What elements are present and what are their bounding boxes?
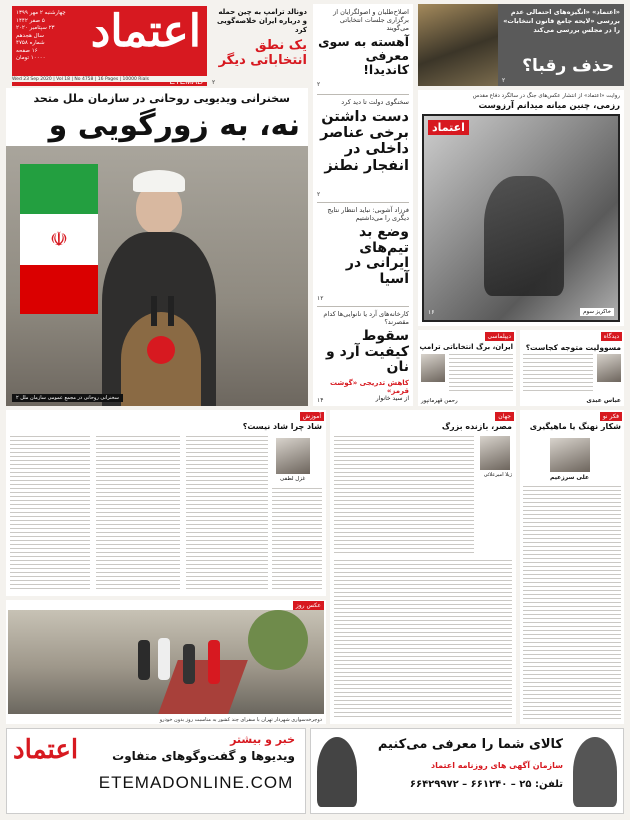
- cyclist-figure: [208, 640, 220, 684]
- main-kicker: سخنرانی ویدیویی روحانی در سازمان ملل متحد: [33, 92, 290, 105]
- top-right-title: «اعتماد» «انگیزه‌های احتمالی عدم بررسی «لایحه جامع قانون انتخابات» را در مجلس بررسی می‌کند: [503, 8, 620, 34]
- story-kicker: سخنگوی دولت تا دید کرد: [341, 98, 409, 106]
- story-reform[interactable]: [317, 8, 409, 88]
- photo-caption: دوچرخه‌سواری شهردار تهران با سفرای چند کشور به مناسبت روز بدون خودرو: [159, 717, 322, 723]
- story-title: آهسته به سوی معرفی کاندیدا!: [318, 34, 409, 77]
- section-body: [272, 488, 322, 590]
- archive-box[interactable]: [418, 90, 624, 326]
- ad-line2: ویدیوها و گفت‌وگوهای متفاوت: [112, 749, 295, 763]
- red-bike-lane: [158, 660, 248, 714]
- ad-title: کالای شما را معرفی می‌کنیم: [377, 737, 563, 752]
- top-right-story[interactable]: [418, 4, 624, 86]
- section-tag: عکس روز: [293, 601, 324, 610]
- person-silhouette: [317, 737, 357, 807]
- main-headline: نه، به زورگویی و: [48, 108, 300, 143]
- ad-url[interactable]: ETEMADONLINE.COM: [98, 773, 294, 792]
- ad-line1: خبر و بیشتر: [230, 733, 295, 746]
- page-number: ۱۶: [428, 309, 435, 316]
- masthead: [12, 6, 207, 86]
- parliament-photo: [418, 4, 498, 86]
- author-photo: [597, 354, 621, 382]
- author-photo: [550, 438, 590, 472]
- person-silhouette: [573, 737, 617, 807]
- column-title: مسوولیت متوجه کجاست؟: [525, 343, 621, 352]
- podium: [121, 312, 201, 406]
- section-author: ژیلا امیرعلائی: [483, 472, 512, 478]
- story-sports[interactable]: [317, 206, 409, 302]
- rouhani-turban: [133, 170, 185, 192]
- teaser-title: یک نطق انتخاباتی دیگر: [218, 38, 307, 68]
- section-tag: دیدگاه: [601, 332, 622, 341]
- war-photo: [422, 114, 620, 322]
- education-column[interactable]: [6, 410, 326, 596]
- story-kicker: کارخانه‌های آرد یا نانوایی‌ها کدام مقصرند؟: [323, 310, 409, 326]
- section-tag: فکر نو: [600, 412, 622, 421]
- main-story[interactable]: [6, 88, 308, 406]
- story-byline: از سید خانوار: [375, 395, 409, 403]
- middle-column: [313, 4, 413, 406]
- archive-title: رزمی، چنین میانه میدانم آرزوست: [478, 101, 620, 111]
- section-tag: جهان: [495, 412, 514, 421]
- microphone-icon: [151, 296, 157, 326]
- page-number: ۲: [317, 81, 321, 88]
- page-number: ۲: [502, 77, 506, 84]
- bike-photo-block[interactable]: [6, 600, 326, 724]
- section-body: [186, 436, 268, 590]
- section-body: [523, 486, 621, 720]
- column-body: [523, 354, 593, 394]
- column-title: ایران، برگ انتخاباتی ترامپ: [419, 343, 513, 351]
- teaser-kicker: دونالد ترامپ به چین حمله و درباره ایران خلاصه‌گویی کرد: [217, 8, 307, 34]
- column-author: رحمن قهرمانپور: [421, 398, 458, 404]
- author-photo: [480, 436, 510, 470]
- ad-phone[interactable]: تلفن: ۲۵ – ۶۶۱۲۴۰ – ۶۶۴۲۹۹۷۲: [409, 779, 563, 790]
- archive-caption: خاکریز سوم: [580, 308, 614, 316]
- author-photo: [276, 438, 310, 474]
- section-author: غزل لطفی: [280, 476, 306, 482]
- tree: [248, 610, 308, 670]
- microphone-icon: [168, 296, 174, 326]
- iran-flag: ☫: [20, 164, 98, 314]
- column-author: عباس عبدی: [586, 397, 621, 404]
- ad-etemadonline[interactable]: [6, 728, 306, 814]
- page-number: ۱۲: [317, 295, 324, 302]
- cyclist-figure: [158, 638, 170, 680]
- ad-logo: اعتماد: [13, 735, 79, 765]
- cyclist-figure: [183, 644, 195, 684]
- column-diplomacy[interactable]: [418, 330, 516, 406]
- section-tag: آموزش: [300, 412, 324, 421]
- section-title: مصر، بازنده بزرگ: [441, 422, 512, 431]
- section-author: علی سرزعیم: [550, 474, 590, 481]
- rouhani-photo: [6, 146, 308, 406]
- section-title: شاد چرا شاد نیست؟: [242, 422, 322, 431]
- date-block: چهارشنبه ۲ مهر ۱۳۹۹ ۵ صفر ۱۴۴۲ ۲۳ سپتامبر ۲۰۲۰ سال هجدهم شماره ۴۷۵۸ ۱۶ صفحه ۱۰۰۰۰ تومان: [16, 10, 66, 61]
- column-opinion[interactable]: [520, 330, 624, 406]
- divider: [317, 306, 409, 307]
- story-title: وضع بد تیم‌های ایرانی در آسیا: [345, 224, 409, 288]
- logo: اعتماد: [90, 6, 201, 57]
- section-body: [10, 436, 90, 590]
- story-kicker: فرزاد آشوبی: نباید انتظار نتایج دیگری را می‌داشتیم: [327, 206, 409, 222]
- section-tag: دیپلماسی: [485, 332, 514, 341]
- story-title: دست داشتن برخی عناصر داخلی در انفجار نطنز: [320, 109, 409, 174]
- story-economy[interactable]: [317, 310, 409, 404]
- top-right-slogan: حذف رقبا؟: [522, 56, 614, 76]
- story-govt[interactable]: [317, 98, 409, 198]
- section-body: [96, 436, 180, 590]
- section-title: شکار نهنگ یا ماهیگیری: [529, 422, 621, 431]
- teaser-page: ۲: [212, 79, 216, 86]
- bike-photo: [8, 610, 324, 714]
- archive-logo: اعتماد: [428, 120, 469, 135]
- story-title: سقوط کیفیت آرد و نان: [326, 328, 409, 376]
- soldier-figure: [484, 176, 564, 296]
- divider: [317, 202, 409, 203]
- archive-kicker: روایت «اعتماد» از انتشار عکس‌های جنگ در سالگرد دفاع مقدس: [472, 93, 620, 99]
- story-sub: کاهش تدریجی «گوشت قرمز»: [329, 379, 409, 396]
- page-number: ۱۴: [317, 397, 324, 404]
- section-body: [334, 560, 512, 720]
- main-caption: سخنرانی روحانی در مجمع عمومی سازمان ملل ۲: [12, 394, 123, 402]
- section-body: [334, 436, 474, 556]
- story-kicker: اصلاح‌طلبان و اصولگرایان از برگزاری جلسات انتخاباتی می‌گویند: [333, 8, 409, 32]
- teaser-red[interactable]: [212, 8, 307, 86]
- divider: [317, 94, 409, 95]
- ad-sub: سازمان آگهی های روزنامه اعتماد: [431, 761, 563, 770]
- author-photo: [421, 354, 445, 382]
- thought-column[interactable]: [520, 410, 624, 724]
- ad-advertising[interactable]: [310, 728, 624, 814]
- world-column[interactable]: [330, 410, 516, 724]
- column-body: [449, 354, 513, 394]
- cyclist-figure: [138, 640, 150, 680]
- page-number: ۲: [317, 191, 321, 198]
- edition-line: Wed 23 Sep 2020 | Vol 18 | No 4758 | 16 Pages | 10000 Rials: [12, 76, 207, 82]
